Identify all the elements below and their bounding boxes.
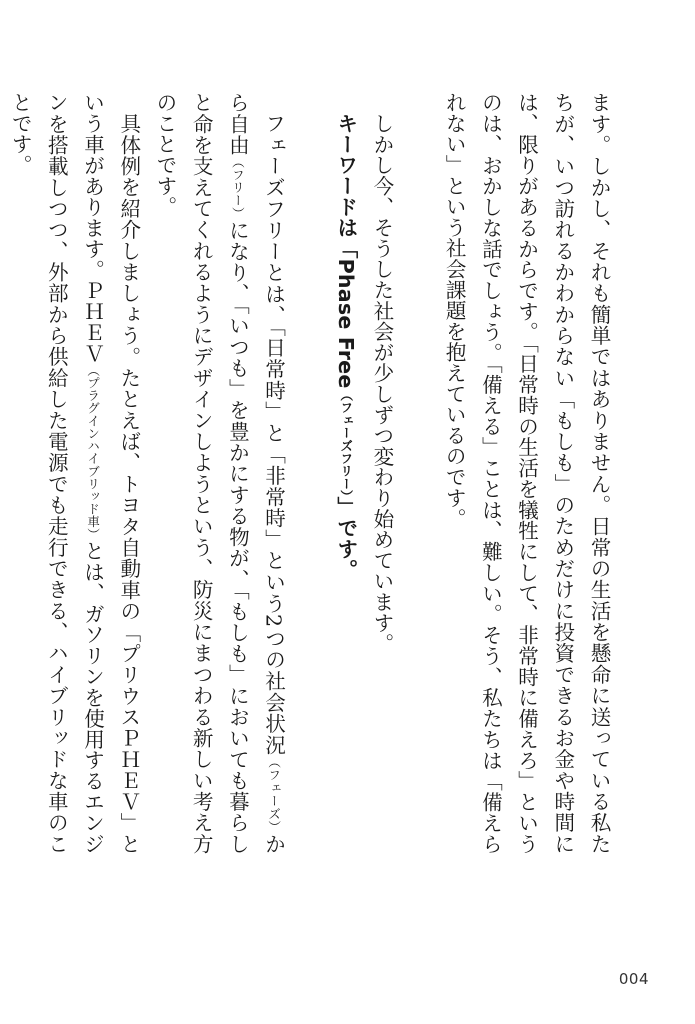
- paragraph-car-feature: [0, 92, 2, 854]
- definition-text-b: から自由: [225, 92, 286, 854]
- keyword-ruby: （フェーズフリー）: [338, 388, 354, 497]
- keyword-phase-free: Phase Free: [333, 258, 358, 389]
- definition-ruby-phase: （フェーズ）: [266, 755, 282, 834]
- vertical-body-text: [8, 92, 617, 855]
- example-ruby-phev: （プラグインハイブリッド車）: [85, 363, 101, 541]
- paragraph-1: ます。しかし、それも簡単ではありません。日常の生活を懸命に送っている私たちが、いつ訪れるかわからない「もしも」のためだけに投資できるお金や時間には、限りがあるからです。「日常時の生活を犠牲にして、非常時に備えろ」というのは、おかしな話でしょう。「備える」ことは、難しい。そう、私たちは「備えられない」という社会課題を抱えているのです。: [442, 92, 611, 854]
- blank-line: [400, 92, 436, 854]
- paragraph-definition: [147, 92, 292, 854]
- example-text-a: 具体例を紹介しましょう。たとえば、トヨタ自動車の「プリウスＰＨＥＶ」という車があります。ＰＨＥＶ: [80, 92, 141, 854]
- blank-line: [292, 92, 328, 854]
- keyword-suffix: 」です。: [333, 496, 358, 580]
- keyword-prefix: キーワードは「: [333, 112, 358, 259]
- definition-ruby-free: （フリー）: [230, 155, 246, 220]
- definition-text-a: フェーズフリーとは、「日常時」と「非常時」という2つの社会状況: [261, 112, 286, 756]
- paragraph-2: しかし今、そうした社会が少しずつ変わり始めています。: [369, 112, 394, 654]
- paragraph-keyword: [328, 92, 364, 854]
- example-text-b: とは、ガソリンを使用するエンジンを搭載しつつ、外部から供給した電源でも走行できる、ハイブリッドな車のことです。: [8, 92, 105, 855]
- page-number: 004: [618, 970, 649, 988]
- definition-text-c: になり、「いつも」を豊かにする物が、「もしも」においても暮らしと命を支えてくれるようにデザインしようという、防災にまつわる新しい考え方のことです。: [152, 92, 250, 855]
- paragraph-example: [2, 92, 147, 854]
